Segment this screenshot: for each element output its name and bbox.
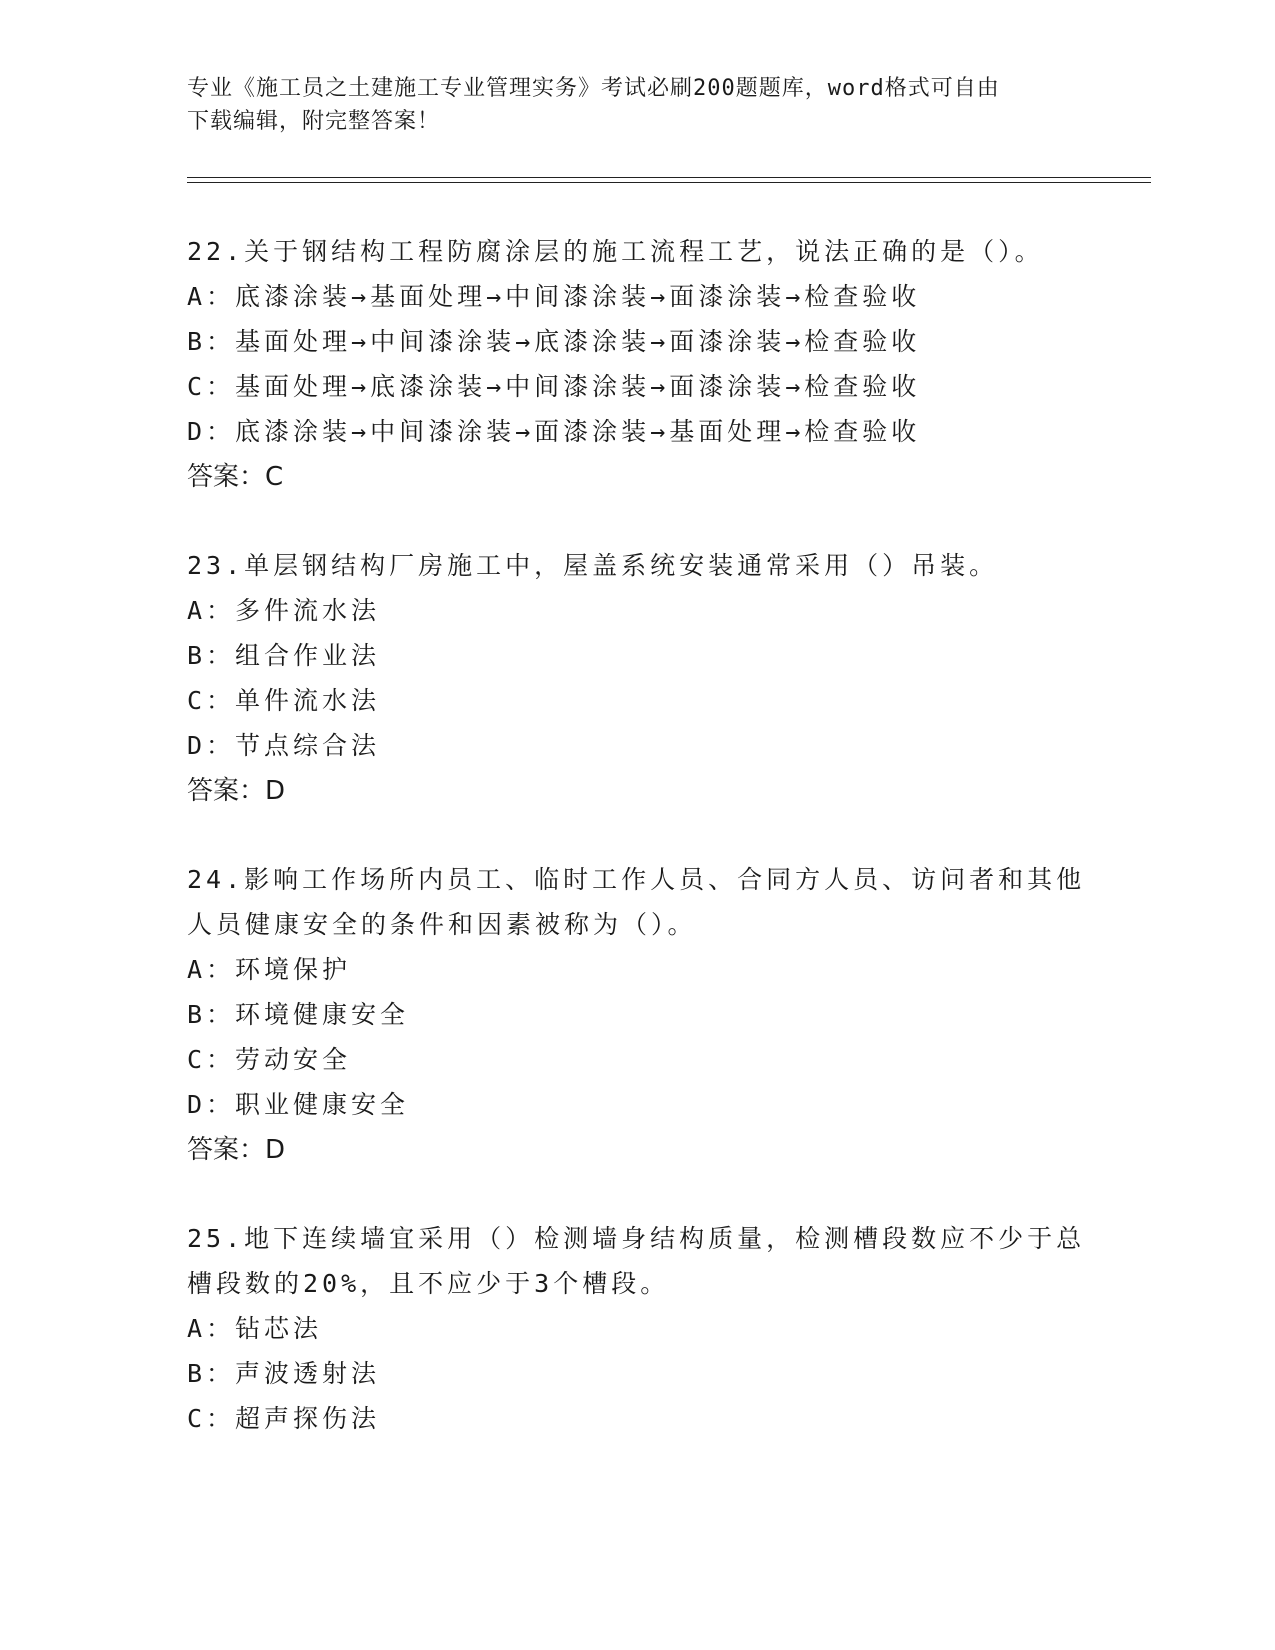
question-23-answer: 答案：D [187, 776, 286, 806]
question-24-stem-line-1: 24.影响工作场所内员工、临时工作人员、合同方人员、访问者和其他 [187, 865, 1086, 894]
question-23-option-a: A：多件流水法 [187, 596, 381, 625]
question-23-stem: 23.单层钢结构厂房施工中，屋盖系统安装通常采用（）吊装。 [187, 551, 999, 580]
question-25-stem-line-1: 25.地下连续墙宜采用（）检测墙身结构质量，检测槽段数应不少于总 [187, 1224, 1086, 1253]
question-24-option-b: B：环境健康安全 [187, 1000, 410, 1029]
question-24-option-c: C：劳动安全 [187, 1045, 352, 1074]
question-22-option-a: A：底漆涂装→基面处理→中间漆涂装→面漆涂装→检查验收 [187, 282, 921, 311]
question-22-option-d: D：底漆涂装→中间漆涂装→面漆涂装→基面处理→检查验收 [187, 417, 921, 446]
document-header [187, 72, 1067, 138]
question-23-option-d: D：节点综合法 [187, 731, 381, 760]
question-22-option-c: C：基面处理→底漆涂装→中间漆涂装→面漆涂装→检查验收 [187, 372, 921, 401]
question-25-option-a: A：钻芯法 [187, 1314, 323, 1343]
question-23-option-b: B：组合作业法 [187, 641, 381, 670]
header-line-2: 下载编辑，附完整答案！ [187, 109, 441, 134]
question-24-answer: 答案：D [187, 1135, 286, 1165]
question-25-option-b: B：声波透射法 [187, 1359, 381, 1388]
question-23-option-c: C：单件流水法 [187, 686, 381, 715]
question-24-option-a: A：环境保护 [187, 955, 352, 984]
question-25-option-c: C：超声探伤法 [187, 1404, 381, 1433]
question-24-stem-line-2: 人员健康安全的条件和因素被称为（）。 [187, 910, 697, 939]
question-25-stem-line-2: 槽段数的20%，且不应少于3个槽段。 [187, 1269, 670, 1298]
header-divider-top [187, 177, 1151, 178]
question-22-option-b: B：基面处理→中间漆涂装→底漆涂装→面漆涂装→检查验收 [187, 327, 921, 356]
header-line-1: 专业《施工员之土建施工专业管理实务》考试必刷200题题库，word格式可自由 [187, 76, 1000, 101]
question-22-answer: 答案：C [187, 462, 284, 492]
question-22-stem: 22.关于钢结构工程防腐涂层的施工流程工艺，说法正确的是（）。 [187, 237, 1044, 266]
header-divider-bottom [187, 182, 1151, 183]
question-24-option-d: D：职业健康安全 [187, 1090, 410, 1119]
